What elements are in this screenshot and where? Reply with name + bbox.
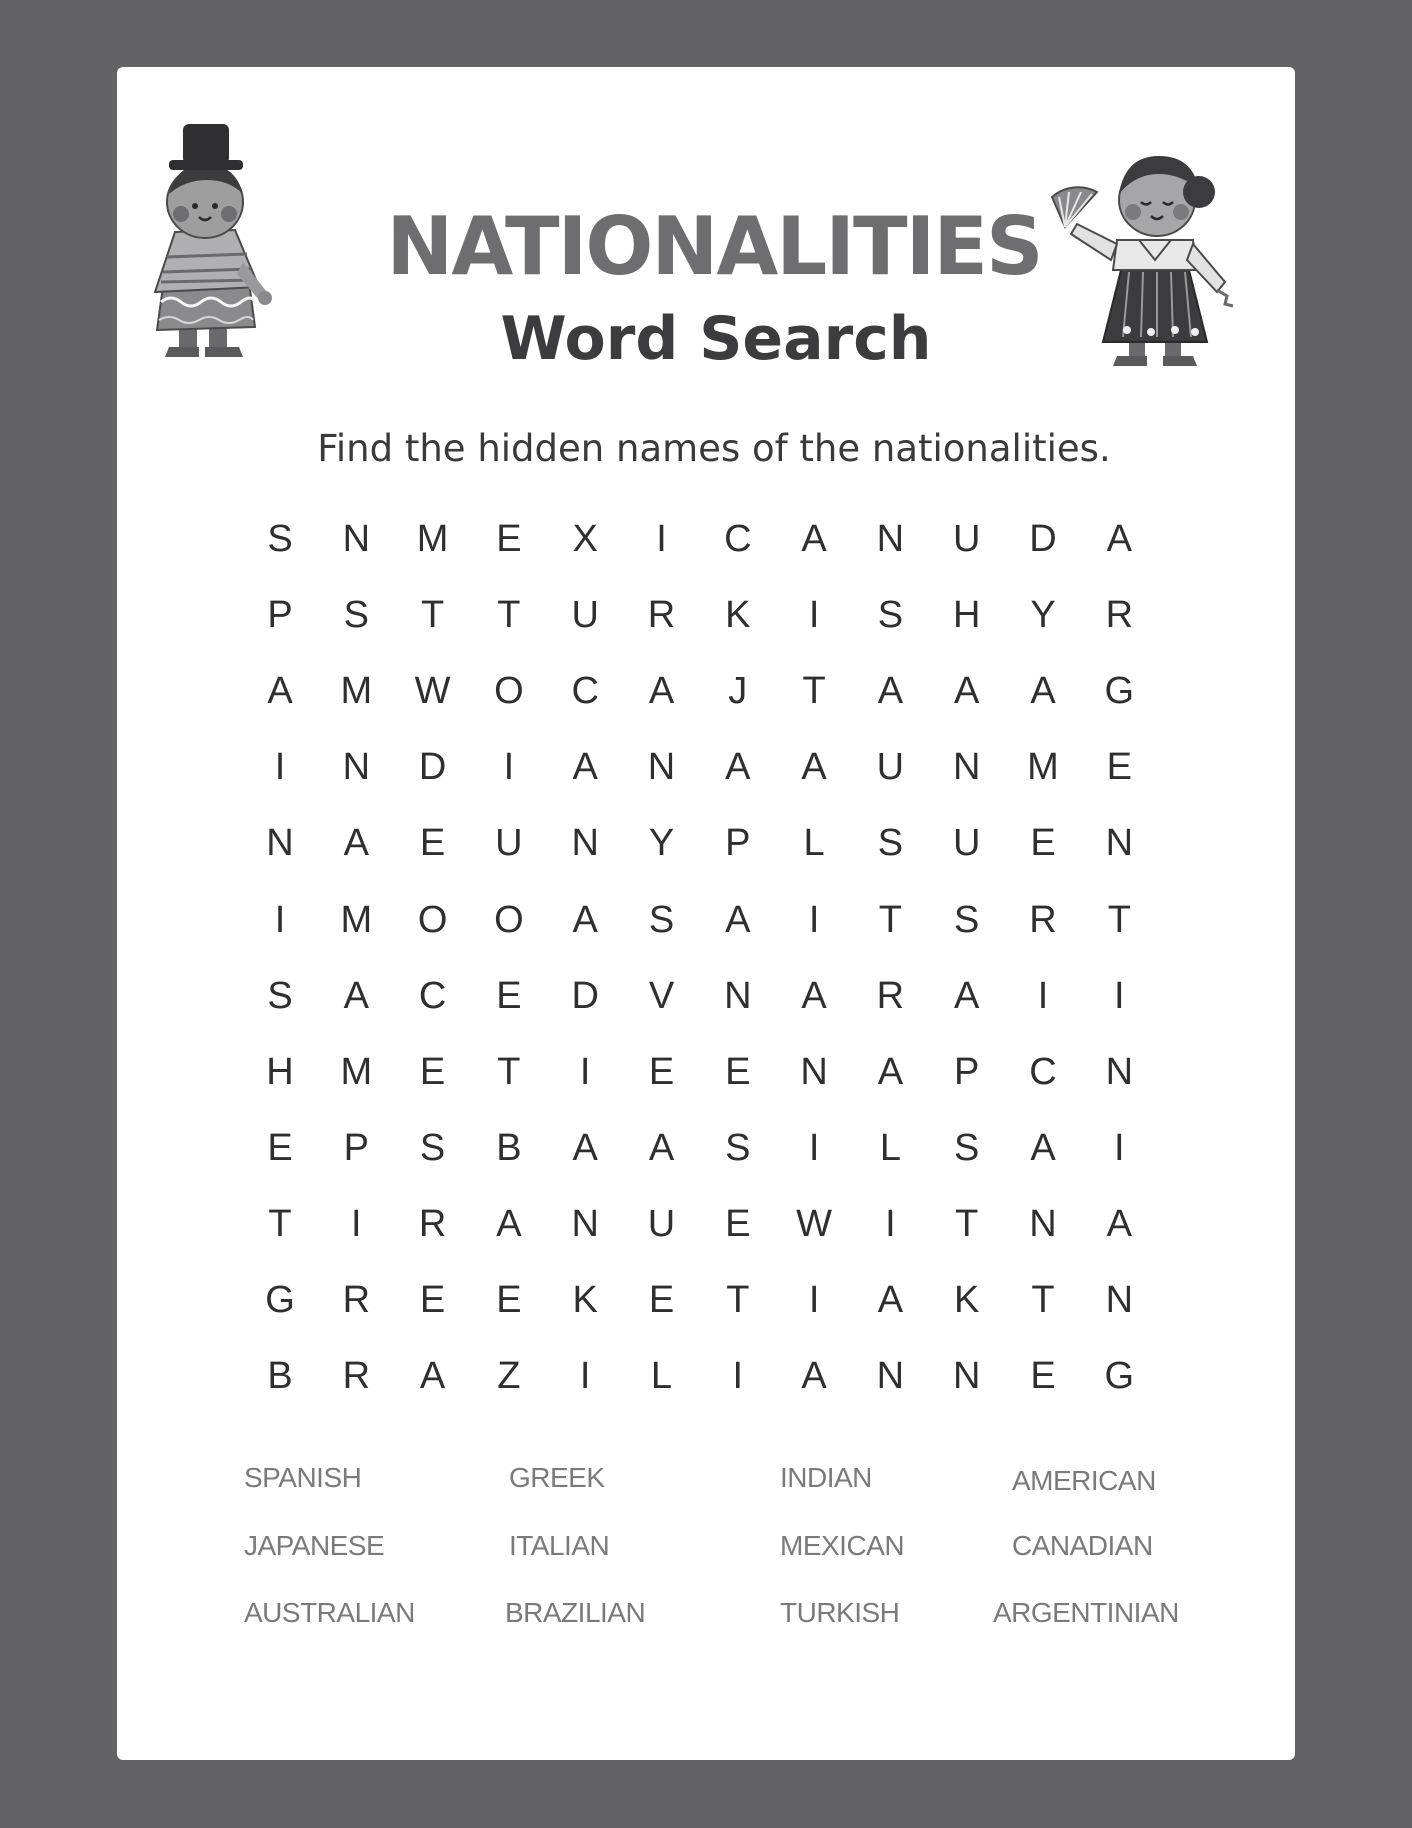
grid-letter[interactable]: T [1031,1279,1055,1321]
grid-letter[interactable]: H [952,594,981,637]
grid-letter[interactable]: E [648,1279,675,1321]
grid-letter[interactable]: I [274,746,286,789]
word-list-item: GREEK [509,1462,605,1493]
grid-letter[interactable]: S [954,898,980,941]
grid-letter[interactable]: E [419,822,446,865]
grid-letter[interactable]: C [724,518,752,560]
grid-letter[interactable]: P [343,1126,369,1169]
grid-letter[interactable]: A [725,898,751,941]
grid-letter[interactable]: D [571,974,599,1017]
grid-letter[interactable]: S [648,898,675,941]
grid-letter[interactable]: A [267,670,293,713]
grid-letter[interactable]: I [503,746,515,789]
word-list-item: AMERICAN [1012,1465,1156,1496]
grid-letter[interactable]: I [656,518,667,560]
grid-letter[interactable]: R [342,1279,371,1321]
grid-letter[interactable]: E [267,1126,293,1169]
grid-letter[interactable]: E [419,1279,446,1321]
grid-letter[interactable]: S [267,974,293,1017]
word-list-item: AUSTRALIAN [244,1597,415,1628]
grid-letter[interactable]: A [1106,1202,1132,1245]
grid-letter[interactable]: S [267,518,293,560]
grid-letter[interactable]: I [579,1050,591,1093]
grid-letter[interactable]: M [340,1050,373,1093]
grid-letter[interactable]: W [796,1202,833,1245]
grid-letter[interactable]: U [647,1202,676,1245]
grid-letter[interactable]: E [496,1279,522,1321]
grid-letter[interactable]: G [1104,1355,1135,1398]
instructions-text: Find the hidden names of the nationalities. [317,427,1111,470]
grid-letter[interactable]: T [802,670,826,713]
letter-grid [117,67,1295,1760]
grid-letter[interactable]: L [650,1355,673,1398]
grid-letter[interactable]: N [266,822,294,865]
grid-letter[interactable]: U [952,518,981,560]
grid-letter[interactable]: I [808,1126,820,1169]
word-list-item: ARGENTINIAN [993,1597,1179,1628]
grid-letter[interactable]: K [954,1279,980,1321]
grid-letter[interactable]: E [725,1050,751,1093]
grid-letter[interactable]: A [343,822,369,865]
grid-letter[interactable]: O [494,898,524,941]
grid-letter[interactable]: A [1106,518,1132,560]
grid-letter[interactable]: N [1105,1050,1134,1093]
grid-letter[interactable]: U [876,746,905,789]
grid-letter[interactable]: A [572,898,598,941]
grid-letter[interactable]: Z [497,1355,521,1398]
grid-letter[interactable]: A [419,1355,446,1398]
grid-letter[interactable]: A [648,1126,675,1169]
grid-letter[interactable]: Y [1030,594,1056,637]
grid-letter[interactable]: R [342,1355,371,1398]
word-list-item: MEXICAN [780,1530,905,1561]
grid-letter[interactable]: R [647,594,676,637]
word-list-item: SPANISH [244,1462,362,1493]
grid-letter[interactable]: E [648,1050,675,1093]
grid-letter[interactable]: E [1030,1355,1056,1398]
grid-letter[interactable]: S [877,594,904,637]
grid-letter[interactable]: A [648,670,675,713]
grid-letter[interactable]: E [496,974,522,1017]
grid-letter[interactable]: B [267,1355,293,1398]
grid-letter[interactable]: T [497,1050,521,1093]
grid-letter[interactable]: T [497,594,521,637]
page-title: NATIONALITIES [386,200,1042,293]
grid-letter[interactable]: A [801,1355,827,1398]
grid-letter[interactable]: S [419,1126,446,1169]
grid-letter[interactable]: V [648,974,675,1017]
word-list-item: BRAZILIAN [505,1597,646,1628]
grid-letter[interactable]: I [808,1279,820,1321]
grid-letter[interactable]: A [801,974,827,1017]
grid-letter[interactable]: I [885,1202,896,1245]
grid-letter[interactable]: H [266,1050,294,1093]
grid-letter[interactable]: A [572,746,598,789]
grid-letter[interactable]: A [496,1202,522,1245]
grid-letter[interactable]: A [801,518,827,560]
grid-letter[interactable]: D [1029,518,1057,560]
worksheet-page [117,67,1295,1760]
grid-letter[interactable]: R [1105,594,1134,637]
grid-letter[interactable]: S [877,822,904,865]
grid-letter[interactable]: T [955,1202,979,1245]
grid-letter[interactable]: I [1114,974,1125,1017]
grid-letter[interactable]: U [571,594,599,637]
grid-letter[interactable]: P [725,822,751,865]
grid-letter[interactable]: I [808,898,820,941]
grid-letter[interactable]: N [571,1202,599,1245]
grid-letter[interactable]: N [647,746,676,789]
grid-letter[interactable]: J [728,670,748,713]
grid-letter[interactable]: P [267,594,293,637]
grid-letter[interactable]: G [265,1279,295,1321]
grid-letter[interactable]: D [418,746,447,789]
grid-letter[interactable]: A [954,670,980,713]
grid-letter[interactable]: I [351,1202,362,1245]
grid-letter[interactable]: B [496,1126,522,1169]
grid-letter[interactable]: A [1030,1126,1056,1169]
grid-letter[interactable]: S [343,594,369,637]
grid-letter[interactable]: I [579,1355,591,1398]
grid-letter[interactable]: T [268,1202,292,1245]
grid-letter[interactable]: N [952,746,981,789]
grid-letter[interactable]: A [1030,670,1056,713]
grid-letter[interactable]: S [725,1126,751,1169]
grid-letter[interactable]: I [808,594,820,637]
grid-letter[interactable]: W [414,670,451,713]
grid-letter[interactable]: M [416,518,449,560]
word-list-item: TURKISH [780,1597,900,1628]
grid-letter[interactable]: K [572,1279,598,1321]
grid-letter[interactable]: A [343,974,369,1017]
grid-letter[interactable]: N [1105,1279,1134,1321]
grid-letter[interactable]: R [876,974,905,1017]
grid-letter[interactable]: A [877,1050,904,1093]
grid-letter[interactable]: N [800,1050,828,1093]
grid-letter[interactable]: N [1029,1202,1057,1245]
grid-letter[interactable]: E [419,1050,446,1093]
grid-letter[interactable]: N [1105,822,1134,865]
grid-letter[interactable]: A [877,670,904,713]
grid-letter[interactable]: N [876,1355,905,1398]
grid-letter[interactable]: A [954,974,980,1017]
grid-letter[interactable]: N [342,518,371,560]
grid-letter[interactable]: A [572,1126,598,1169]
grid-letter[interactable]: R [1029,898,1057,941]
grid-letter[interactable]: U [952,822,981,865]
grid-letter[interactable]: T [878,898,902,941]
grid-letter[interactable]: I [732,1355,744,1398]
grid-letter[interactable]: L [803,822,825,865]
word-list-item: ITALIAN [509,1530,610,1561]
word-list-item: JAPANESE [244,1530,385,1561]
grid-letter[interactable]: Y [648,822,675,865]
page-subtitle: Word Search [500,304,932,374]
word-list-item: CANADIAN [1012,1530,1153,1561]
grid-letter[interactable]: A [725,746,751,789]
grid-letter[interactable]: M [1027,746,1059,789]
grid-letter[interactable]: U [495,822,523,865]
grid-letter[interactable]: N [952,1355,981,1398]
grid-letter[interactable]: L [879,1126,901,1169]
grid-letter[interactable]: N [342,746,371,789]
grid-letter[interactable]: C [418,974,447,1017]
grid-letter[interactable]: T [1107,898,1131,941]
grid-letter[interactable]: I [274,898,286,941]
grid-letter[interactable]: E [496,518,522,560]
grid-letter[interactable]: C [571,670,599,713]
grid-letter[interactable]: I [1037,974,1049,1017]
grid-letter[interactable]: N [724,974,752,1017]
grid-letter[interactable]: N [571,822,599,865]
grid-letter[interactable]: A [801,746,827,789]
grid-letter[interactable]: G [1104,670,1135,713]
grid-letter[interactable]: K [725,594,751,637]
grid-letter[interactable]: E [1106,746,1132,789]
grid-letter[interactable]: T [420,594,445,637]
grid-letter[interactable]: E [725,1202,751,1245]
grid-letter[interactable]: A [877,1279,904,1321]
grid-letter[interactable]: T [726,1279,750,1321]
grid-letter[interactable]: X [572,518,598,560]
grid-letter[interactable]: C [1029,1050,1057,1093]
grid-letter[interactable]: R [418,1202,447,1245]
grid-letter[interactable]: P [954,1050,980,1093]
word-list-item: INDIAN [780,1462,872,1493]
grid-letter[interactable]: N [876,518,905,560]
grid-letter[interactable]: M [340,670,373,713]
grid-letter[interactable]: O [494,670,524,713]
grid-letter[interactable]: M [340,898,373,941]
grid-letter[interactable]: S [954,1126,980,1169]
grid-letter[interactable]: E [1030,822,1056,865]
grid-letter[interactable]: I [1114,1126,1125,1169]
grid-letter[interactable]: O [417,898,448,941]
